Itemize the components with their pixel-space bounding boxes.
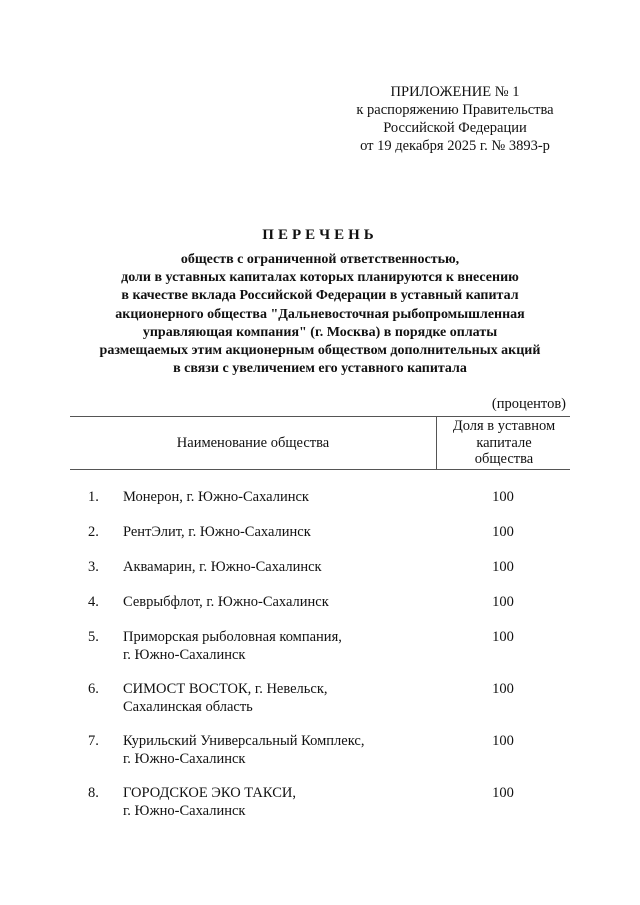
row-number: 7.	[88, 733, 99, 749]
row-company-name	[123, 784, 423, 820]
row-name-line: СИМОСТ ВОСТОК, г. Невельск,	[123, 681, 328, 697]
companies-table	[70, 416, 570, 819]
row-company-name	[123, 680, 423, 716]
row-number: 2.	[88, 524, 99, 540]
row-company-name	[123, 732, 423, 768]
header-share	[436, 417, 571, 469]
subtitle-line-6: размещаемых этим акционерным обществом дополнительных акций	[99, 343, 541, 359]
subtitle-line-4: акционерного общества "Дальневосточная рыбопромышленная	[115, 306, 525, 322]
units-label: (процентов)	[491, 396, 566, 412]
row-share-value: 100	[492, 629, 514, 645]
row-company-name	[123, 593, 423, 611]
row-company-name	[123, 523, 423, 541]
header-share-line-2: капитале	[476, 434, 532, 451]
document-subtitle	[40, 251, 600, 378]
row-name-line: Курильский Универсальный Комплекс,	[123, 733, 365, 749]
row-name-line: РентЭлит, г. Южно-Сахалинск	[123, 524, 311, 540]
row-company-name	[123, 488, 423, 506]
row-name-line: Приморская рыболовная компания,	[123, 629, 342, 645]
row-number: 6.	[88, 681, 99, 697]
table-header	[70, 416, 570, 470]
row-share-value: 100	[492, 594, 514, 610]
row-name-line: Сахалинская область	[123, 699, 253, 715]
appendix-line-4: от 19 декабря 2025 г. № 3893-р	[360, 138, 550, 154]
subtitle-line-3: в качестве вклада Российской Федерации в уставный капитал	[121, 288, 519, 304]
header-share-line-3: общества	[474, 451, 534, 468]
appendix-line-2: к распоряжению Правительства	[356, 102, 554, 118]
row-name-line: г. Южно-Сахалинск	[123, 751, 246, 767]
row-number: 3.	[88, 559, 99, 575]
document-title: ПЕРЕЧЕНЬ	[262, 227, 378, 243]
row-name-line: Монерон, г. Южно-Сахалинск	[123, 489, 309, 505]
subtitle-line-5: управляющая компания" (г. Москва) в порядке оплаты	[142, 324, 498, 340]
row-name-line: Севрыбфлот, г. Южно-Сахалинск	[123, 594, 329, 610]
appendix-line-3: Российской Федерации	[383, 120, 527, 136]
header-company-name: Наименование общества	[176, 434, 330, 451]
row-share-value: 100	[492, 559, 514, 575]
row-number: 1.	[88, 489, 99, 505]
row-share-value: 100	[492, 681, 514, 697]
subtitle-line-7: в связи с увеличением его уставного капитала	[173, 361, 467, 377]
row-company-name	[123, 628, 423, 664]
row-number: 8.	[88, 785, 99, 801]
row-share-value: 100	[492, 733, 514, 749]
row-share-value: 100	[492, 785, 514, 801]
row-name-line: Аквамарин, г. Южно-Сахалинск	[123, 559, 322, 575]
subtitle-line-2: доли в уставных капиталах которых планируются к внесению	[121, 270, 519, 286]
row-company-name	[123, 558, 423, 576]
row-share-value: 100	[492, 524, 514, 540]
row-share-value: 100	[492, 489, 514, 505]
row-name-line: ГОРОДСКОЕ ЭКО ТАКСИ,	[123, 785, 296, 801]
appendix-line-1: ПРИЛОЖЕНИЕ № 1	[390, 84, 520, 100]
row-number: 4.	[88, 594, 99, 610]
row-name-line: г. Южно-Сахалинск	[123, 647, 246, 663]
row-name-line: г. Южно-Сахалинск	[123, 803, 246, 819]
appendix-block	[340, 83, 570, 155]
row-number: 5.	[88, 629, 99, 645]
subtitle-line-1: обществ с ограниченной ответственностью,	[180, 252, 460, 267]
header-share-line-1: Доля в уставном	[452, 418, 556, 435]
